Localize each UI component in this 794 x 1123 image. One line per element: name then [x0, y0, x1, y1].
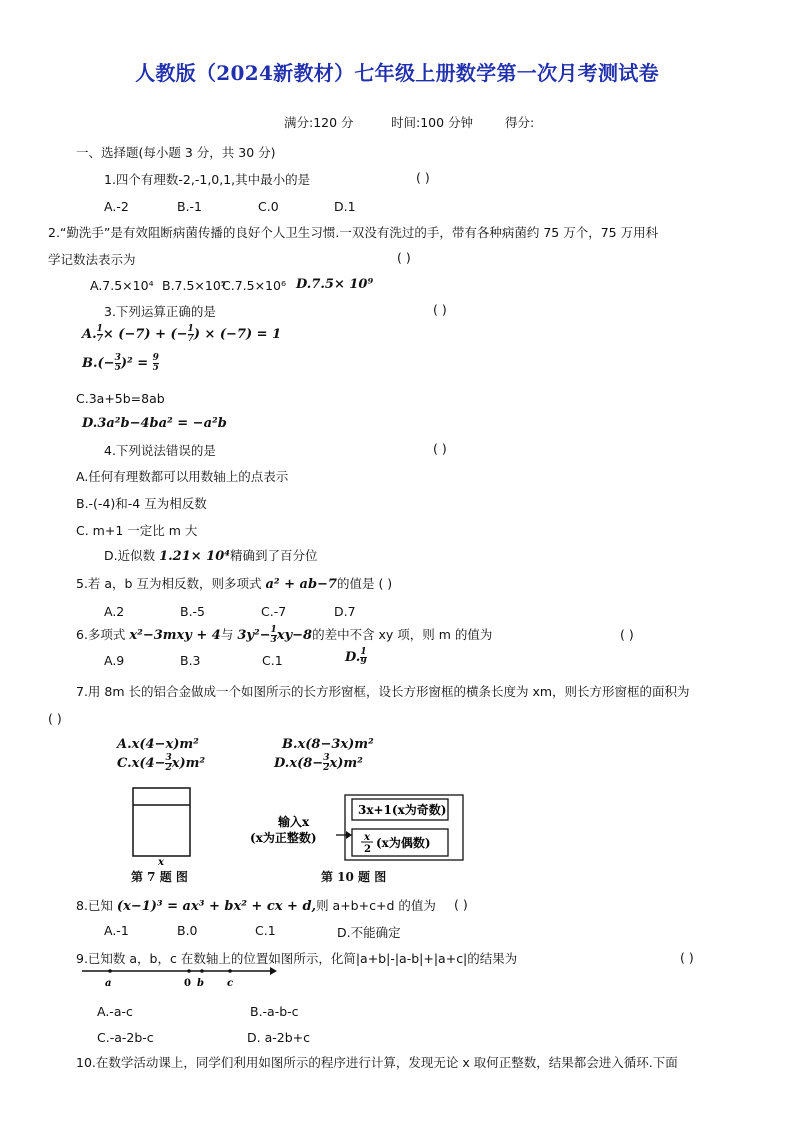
q6-option-c: C.1	[262, 653, 283, 668]
q2-option-d: D.7.5× 10⁹	[296, 277, 374, 292]
q8-option-b: B.0	[177, 923, 198, 938]
fig10-caption: 第 10 题 图	[321, 870, 387, 884]
q7-line1: 7.用 8m 长的铝合金做成一个如图所示的长方形窗框，设长方形窗框的横条长度为 xm，则长方形窗框的面积为	[76, 684, 690, 699]
q6-option-b: B.3	[180, 653, 201, 668]
q8-option-d: D.不能确定	[337, 925, 401, 940]
section-title: 一、选择题(每小题 3 分，共 30 分)	[76, 145, 276, 160]
point-c	[228, 969, 232, 973]
q9-stem: 9.已知数 a，b，c 在数轴上的位置如图所示，化简|a+b|-|a-b|+|a+c|的结果为	[76, 951, 518, 966]
q9-option-b: B.-a-b-c	[250, 1004, 299, 1019]
q4-stem: 4.下列说法错误的是	[104, 443, 216, 458]
q1-option-c: C.0	[258, 199, 279, 214]
point-0	[187, 969, 191, 973]
q6-paren: ( )	[620, 627, 634, 642]
page-title: 人教版（2024新教材）七年级上册数学第一次月考测试卷	[135, 61, 659, 85]
q7-option-c: C.x(4− $\frac{3}{2}$ x)m²	[117, 753, 206, 773]
full-score: 满分:120 分	[284, 115, 354, 130]
fig10-even-num: x	[364, 832, 370, 843]
q9-number-line	[78, 964, 278, 990]
q4-option-d: D.近似数 1.21× 10⁴精确到了百分位	[104, 548, 318, 564]
fig10-even-den: 2	[364, 844, 371, 855]
point-a	[108, 969, 112, 973]
exam-time: 时间:100 分钟	[391, 115, 474, 130]
q4-option-a: A.任何有理数都可以用数轴上的点表示	[76, 469, 289, 484]
q5-option-a: A.2	[104, 604, 125, 619]
q3-option-d: D.3a²b−4ba² = −a²b	[82, 416, 227, 431]
fig7-x-label: x	[158, 857, 164, 868]
q7-option-a: A.x(4−x)m²	[117, 737, 199, 752]
fig10-input1: 输入x	[278, 815, 310, 829]
q6-stem: 6.多项式 x²−3mxy + 4与 3y²− $\frac{1}{3}$ xy−8的差中不含 xy 项，则 m 的值为	[76, 625, 493, 645]
q1-option-b: B.-1	[177, 199, 203, 214]
q1-option-a: A.-2	[104, 199, 129, 214]
q2-option-a: A.7.5×10⁴	[90, 278, 154, 293]
q1-paren: ( )	[416, 170, 430, 185]
q1-option-d: D.1	[334, 199, 356, 214]
q8-stem: 8.已知 (x−1)³ = ax³ + bx² + cx + d,则 a+b+c+d 的值为	[76, 898, 436, 914]
q2-line2: 学记数法表示为	[48, 252, 136, 267]
q9-option-a: A.-a-c	[97, 1004, 133, 1019]
score-got: 得分:	[505, 115, 535, 130]
q8-paren: ( )	[454, 897, 468, 912]
point-b	[200, 969, 204, 973]
fig10-odd: 3x+1(x为奇数)	[358, 803, 447, 817]
q3-option-c: C.3a+5b=8ab	[76, 391, 165, 406]
q7-option-b: B.x(8−3x)m²	[282, 737, 374, 752]
q5-option-b: B.-5	[180, 604, 206, 619]
q9-paren: ( )	[680, 950, 694, 965]
q3-paren: ( )	[433, 302, 447, 317]
figure-10-flowchart	[248, 793, 468, 863]
q7-paren: ( )	[48, 711, 62, 726]
q4-paren: ( )	[433, 441, 447, 456]
q9-option-d: D. a-2b+c	[247, 1030, 310, 1045]
q8-option-c: C.1	[255, 923, 276, 938]
q5-option-d: D.7	[334, 604, 356, 619]
label-b: b	[197, 978, 204, 989]
q2-option-c: C.7.5×10⁶	[222, 278, 286, 293]
q4-option-b: B.-(-4)和-4 互为相反数	[76, 496, 207, 511]
label-0: 0	[184, 978, 191, 989]
q5-stem: 5.若 a，b 互为相反数，则多项式 a² + ab−7的值是 ( )	[76, 576, 393, 592]
fig10-input2: (x为正整数)	[250, 831, 317, 845]
q8-option-a: A.-1	[104, 923, 129, 938]
q6-option-a: A.9	[104, 653, 125, 668]
label-c: c	[227, 978, 234, 989]
q2-line1: 2.“勤洗手”是有效阻断病菌传播的良好个人卫生习惯.一双没有洗过的手，带有各种病菌约 75 万个，75 万用科	[48, 225, 659, 240]
q4-option-c: C. m+1 一定比 m 大	[76, 523, 198, 538]
q3-option-b: B.(− $\frac{3}{5}$ )² = $\frac{9}{5}$	[82, 353, 159, 373]
q9-option-c: C.-a-2b-c	[97, 1030, 154, 1045]
q2-option-b: B.7.5×10⁵	[162, 278, 226, 293]
q3-option-a: A. $\frac{1}{7}$ × (−7) + (− $\frac{1}{7}$ ) × (−7) = 1	[82, 324, 282, 344]
label-a: a	[105, 978, 112, 989]
q10-line1: 10.在数学活动课上，同学们利用如图所示的程序进行计算，发现无论 x 取何正整数，结果都会进入循环.下面	[76, 1055, 678, 1070]
q6-option-d: D. $\frac{1}{9}$	[345, 647, 367, 667]
fig7-caption: 第 7 题 图	[131, 870, 188, 884]
q7-option-d: D.x(8− $\frac{3}{2}$ x)m²	[274, 753, 363, 773]
q5-option-c: C.-7	[261, 604, 287, 619]
q1-stem: 1.四个有理数-2,-1,0,1,其中最小的是	[104, 172, 311, 187]
q2-paren: ( )	[397, 250, 411, 265]
fig10-even: (x为偶数)	[376, 836, 431, 850]
q3-stem: 3.下列运算正确的是	[104, 304, 216, 319]
